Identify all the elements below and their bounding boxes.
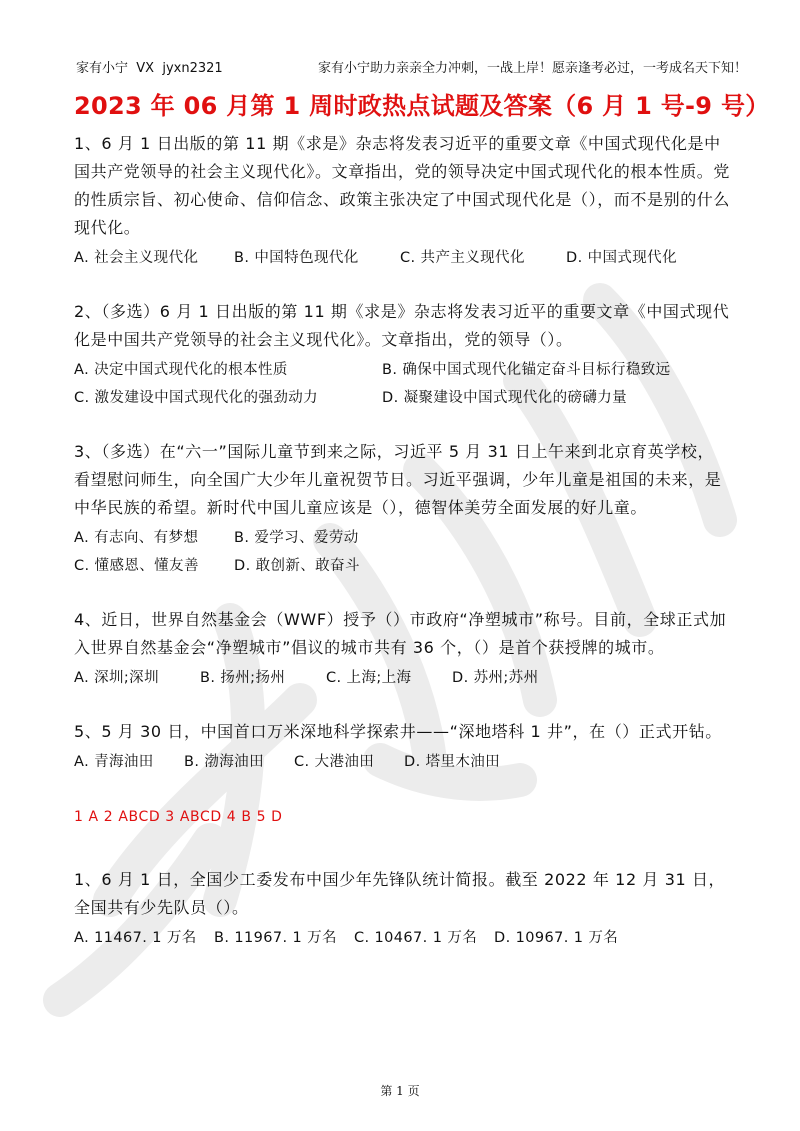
- question-text: 4、近日，世界自然基金会（WWF）授予（）市政府“净塑城市”称号。目前，全球正式加入世界自然基金会“净塑城市”倡议的城市共有 36 个，（）是首个获授牌的城市。: [74, 610, 727, 657]
- option-c: C. 懂感恩、懂友善: [74, 558, 199, 574]
- question-2: [74, 298, 730, 412]
- question-options: [74, 924, 730, 952]
- option-c: C. 共产主义现代化: [400, 250, 525, 266]
- question-3: [74, 438, 730, 580]
- header-slogan: 家有小宁助力亲亲全力冲刺，一战上岸！愿亲逢考必过，一考成名天下知！: [318, 61, 748, 76]
- question-next: [74, 866, 730, 952]
- option-b: B. 11967. 1 万名: [214, 930, 337, 946]
- option-d: D. 10967. 1 万名: [494, 930, 619, 946]
- option-d: D. 凝聚建设中国式现代化的磅礴力量: [382, 390, 628, 406]
- option-a: A. 社会主义现代化: [74, 250, 199, 266]
- question-options: [74, 244, 730, 272]
- question-text: 1、6 月 1 日，全国少工委发布中国少年先锋队统计简报。截至 2022 年 12 月 31 日，全国共有少先队员（）。: [74, 870, 726, 917]
- question-5: [74, 718, 730, 776]
- header-contact: 家有小宁 VX jyxn2321: [76, 61, 223, 76]
- question-text: 3、（多选）在“六一”国际儿童节到来之际，习近平 5 月 31 日上午来到北京育英学校，看望慰问师生，向全国广大少年儿童祝贺节日。习近平强调，少年儿童是祖国的未来，是中华民族的希望。新时代中国儿童应该是（），德智体美劳全面发展的好儿童。: [74, 442, 722, 517]
- option-d: D. 敢创新、敢奋斗: [234, 558, 360, 574]
- question-options: [74, 664, 730, 692]
- answer-key: 1 A 2 ABCD 3 ABCD 4 B 5 D: [74, 809, 283, 825]
- question-4: [74, 606, 730, 692]
- option-b: B. 爱学习、爱劳动: [234, 530, 359, 546]
- question-text: 1、6 月 1 日出版的第 11 期《求是》杂志将发表习近平的重要文章《中国式现代化是中国共产党领导的社会主义现代化》。文章指出，党的领导决定中国式现代化的根本性质。党的性质宗旨、初心使命、信仰信念、政策主张决定了中国式现代化是（），而不是别的什么现代化。: [74, 134, 731, 237]
- question-options: [74, 524, 730, 580]
- option-d: D. 苏州;苏州: [452, 670, 539, 686]
- option-b: B. 中国特色现代化: [234, 250, 359, 266]
- page-number: 第 1 页: [380, 1084, 420, 1098]
- option-d: D. 塔里木油田: [404, 754, 501, 770]
- option-c: C. 上海;上海: [326, 670, 412, 686]
- option-a: A. 青海油田: [74, 754, 154, 770]
- option-c: C. 大港油田: [294, 754, 375, 770]
- question-text: 5、5 月 30 日，中国首口万米深地科学探索井——“深地塔科 1 井”，在（）正式开钻。: [74, 722, 722, 741]
- question-text: 2、（多选）6 月 1 日出版的第 11 期《求是》杂志将发表习近平的重要文章《中国式现代化是中国共产党领导的社会主义现代化》。文章指出，党的领导（）。: [74, 302, 730, 349]
- option-d: D. 中国式现代化: [566, 250, 677, 266]
- question-options: [74, 356, 730, 412]
- option-a: A. 有志向、有梦想: [74, 530, 199, 546]
- document-title: 2023 年 06 月第 1 周时政热点试题及答案（6 月 1 号-9 号）: [74, 92, 770, 120]
- option-a: A. 决定中国式现代化的根本性质: [74, 362, 288, 378]
- option-c: C. 10467. 1 万名: [354, 930, 478, 946]
- option-b: B. 扬州;扬州: [200, 670, 286, 686]
- question-1: [74, 130, 730, 272]
- option-b: B. 渤海油田: [184, 754, 264, 770]
- question-options: [74, 748, 730, 776]
- option-b: B. 确保中国式现代化锚定奋斗目标行稳致远: [382, 362, 671, 378]
- option-a: A. 11467. 1 万名: [74, 930, 197, 946]
- option-c: C. 激发建设中国式现代化的强劲动力: [74, 390, 319, 406]
- document-body: [74, 130, 730, 952]
- option-a: A. 深圳;深圳: [74, 670, 159, 686]
